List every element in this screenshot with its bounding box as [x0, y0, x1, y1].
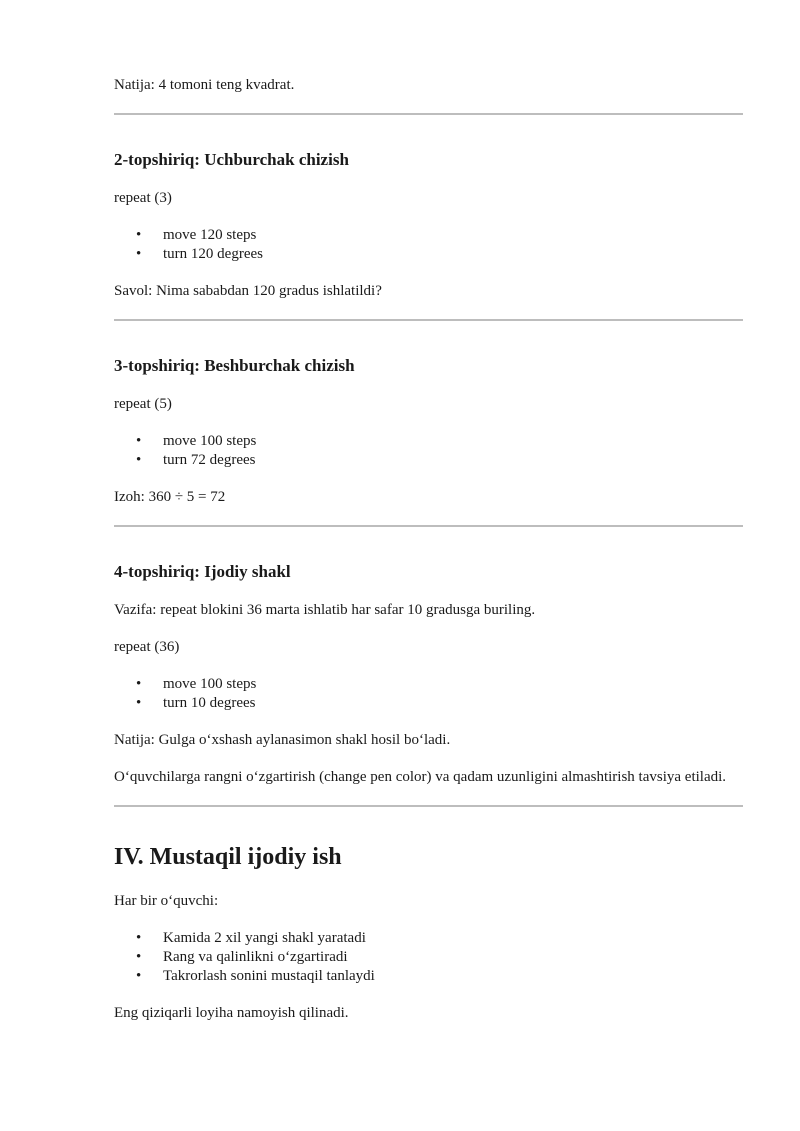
section4-heading: IV. Mustaqil ijodiy ish: [114, 844, 342, 870]
task4-recommendation: O‘quvchilarga rangni o‘zgartirish (change pen color) va qadam uzunligini almashtirish tavsiya etiladi.: [114, 769, 727, 785]
list-item: • turn 10 degrees: [114, 694, 743, 713]
task2-repeat: repeat (3): [114, 190, 172, 206]
section4-intro: Har bir o‘quvchi:: [114, 893, 219, 909]
separator: [114, 805, 743, 807]
list-item: • move 100 steps: [114, 675, 743, 694]
task2-question: Savol: Nima sababdan 120 gradus ishlatildi?: [114, 283, 382, 299]
separator: [114, 319, 743, 321]
task3-list: [114, 432, 743, 470]
task3-repeat: repeat (5): [114, 396, 172, 412]
list-item: • turn 120 degrees: [114, 245, 743, 264]
task4-heading: 4-topshiriq: Ijodiy shakl: [114, 562, 291, 581]
separator: [114, 525, 743, 527]
task4-list: [114, 675, 743, 713]
document-page: [114, 76, 743, 1023]
task4-assignment: Vazifa: repeat blokini 36 marta ishlatib har safar 10 gradusga buriling.: [114, 602, 536, 618]
list-item: • Takrorlash sonini mustaqil tanlaydi: [114, 967, 743, 986]
task2-heading: 2-topshiriq: Uchburchak chizish: [114, 150, 349, 169]
list-item: • move 100 steps: [114, 432, 743, 451]
list-item: • turn 72 degrees: [114, 451, 743, 470]
separator: [114, 113, 743, 115]
section4-closing: Eng qiziqarli loyiha namoyish qilinadi.: [114, 1005, 349, 1021]
task4-repeat: repeat (36): [114, 639, 180, 655]
list-item: • Rang va qalinlikni o‘zgartiradi: [114, 948, 743, 967]
list-item: • Kamida 2 xil yangi shakl yaratadi: [114, 929, 743, 948]
task3-note: Izoh: 360 ÷ 5 = 72: [114, 489, 226, 505]
task2-list: [114, 226, 743, 264]
task3-heading: 3-topshiriq: Beshburchak chizish: [114, 356, 355, 375]
list-item: • move 120 steps: [114, 226, 743, 245]
task4-result: Natija: Gulga o‘xshash aylanasimon shakl hosil bo‘ladi.: [114, 732, 451, 748]
section4-list: [114, 929, 743, 986]
intro-result: Natija: 4 tomoni teng kvadrat.: [114, 77, 295, 93]
